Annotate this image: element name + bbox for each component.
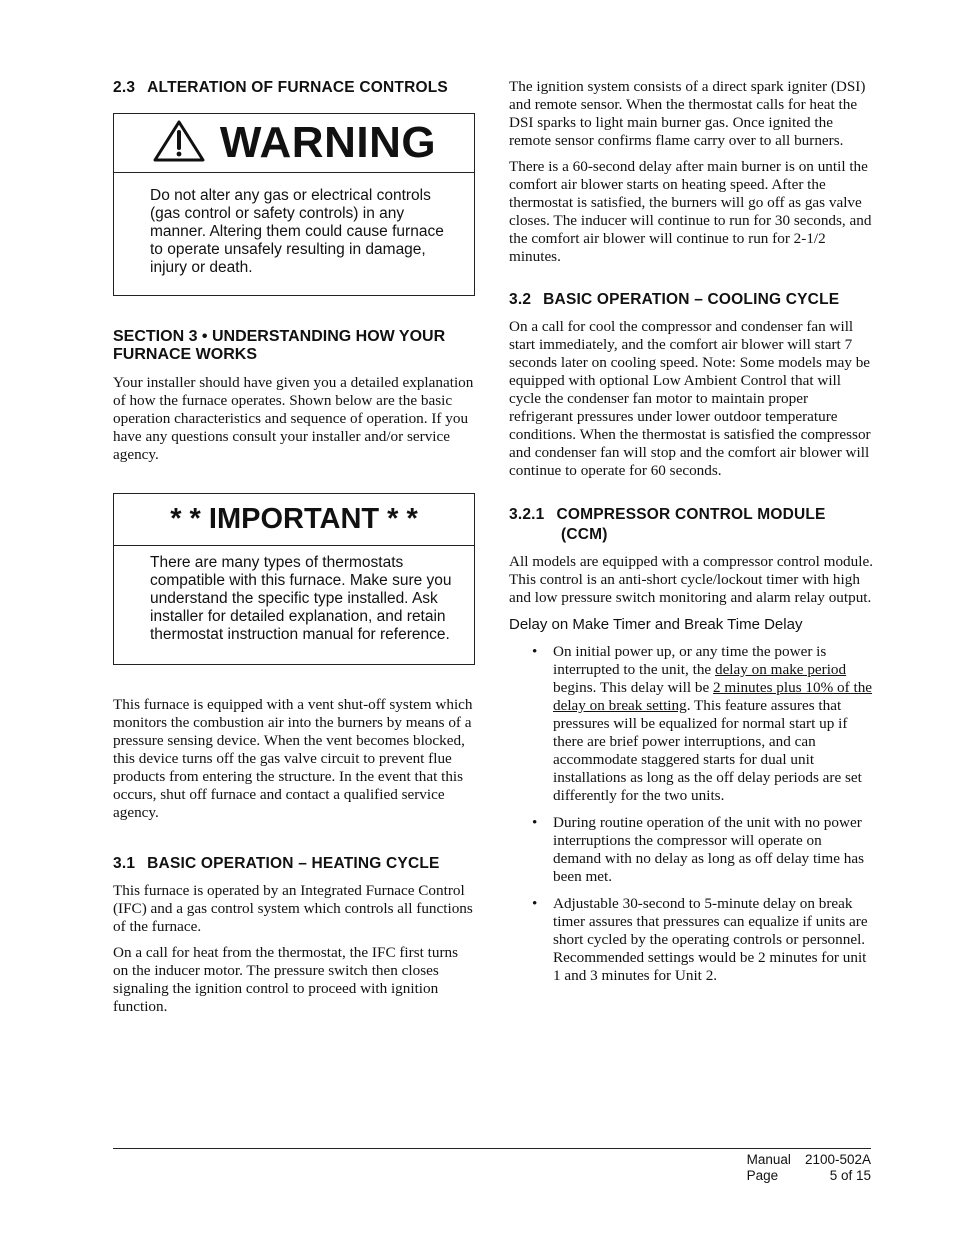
manual-number: 2100-502A — [804, 1152, 871, 1167]
list-item — [509, 814, 873, 886]
list-item — [509, 895, 873, 985]
ignition-paragraph: The ignition system consists of a direct spark igniter (DSI) and remote sensor. When the thermostat calls for heat the DSI sparks to light main burner gas. Once ignited the remote sensor confirms flame carry over to all burners. — [509, 78, 866, 149]
heading-title-line-2: (CCM) — [561, 526, 608, 543]
heading-2-3 — [113, 78, 475, 98]
important-box — [113, 493, 475, 665]
bullet-icon: • — [532, 895, 538, 912]
bullet-text: During routine operation of the unit with no power interruptions the compressor will operate on demand with no delay as long as off delay time has been met. — [553, 814, 864, 885]
bullet-text: Adjustable 30-second to 5-minute delay on break timer assures that pressures can equalize if units are short cycled by the operating controls or personnel. Recommended settings would be 2 minutes for unit 1 and 3 minutes for Unit 2. — [553, 895, 868, 984]
heating-paragraph-1: This furnace is operated by an Integrated Furnace Control (IFC) and a gas control system which controls all functions of the furnace. — [113, 882, 473, 935]
heading-title: ALTERATION OF FURNACE CONTROLS — [147, 79, 448, 96]
bullet-text: begins. This delay will be — [553, 679, 714, 696]
heading-3-1 — [113, 854, 475, 874]
heading-number: 3.2 — [509, 291, 532, 308]
manual-label: Manual — [746, 1152, 791, 1167]
page-label: Page — [746, 1168, 779, 1183]
important-title: * * IMPORTANT * * — [114, 494, 474, 546]
heading-title: BASIC OPERATION – COOLING CYCLE — [543, 291, 840, 308]
bullet-text: On initial power up, or any time the power is interrupted to the unit, the — [553, 643, 827, 678]
warning-triangle-icon — [152, 119, 206, 168]
heading-number: 2.3 — [113, 79, 136, 96]
heading-title: COMPRESSOR CONTROL MODULE — [556, 506, 826, 523]
warning-text: Do not alter any gas or electrical controls (gas control or safety controls) in any manner. Altering them could cause furnace to operate unsafely resulting in damage, injury or death. — [150, 187, 444, 276]
vent-paragraph: This furnace is equipped with a vent shut-off system which monitors the combustion air into the burners by means of a pressure sensing device. When the vent becomes blocked, this device turns off the gas valve circuit to prevent flue products from entering the structure. In the event that this occurs, shut off furnace and contact a qualified service agency. — [113, 696, 473, 821]
page-footer — [747, 1152, 871, 1184]
heading-number: 3.2.1 — [509, 506, 545, 523]
delay-subheading: Delay on Make Timer and Break Time Delay — [509, 616, 803, 633]
footer-divider — [113, 1148, 871, 1149]
warning-header — [114, 114, 474, 173]
right-column — [509, 78, 873, 994]
warning-title: WARNING — [219, 118, 437, 167]
left-column — [113, 78, 475, 1016]
delay-paragraph: There is a 60-second delay after main burner is on until the comfort air blower starts on heating speed. After the thermostat is satisfied, the burners will go off as gas valve closes. The inducer will continue to run for 30 seconds, and the comfort air blower will continue to run for 2-1/2 minutes. — [509, 158, 872, 265]
bullet-icon: • — [532, 643, 538, 660]
bullet-icon: • — [532, 814, 538, 831]
bullet-text: . This feature assures that pressures will be equalized for normal start up if there are brief power interruptions, and can accommodate staggered starts for dual unit installations as long as the off delay periods are set differently for the two units. — [553, 697, 862, 804]
heading-title: BASIC OPERATION – HEATING CYCLE — [147, 855, 440, 872]
heading-number: 3.1 — [113, 855, 136, 872]
ccm-paragraph: All models are equipped with a compressor control module. This control is an anti-short cycle/lockout timer with high and low pressure switch monitoring and alarm relay output. — [509, 553, 873, 606]
cooling-paragraph: On a call for cool the compressor and condenser fan will start immediately, and the comfort air blower will start 7 seconds later on cooling speed. Note: Some models may be equipped with optional Low Ambient Control that will cycle the condenser fan motor to maintain proper refrigerant pressures under lower outdoor temperature conditions. When the thermostat is satisfied the compressor and condenser fan will stop and the comfort air blower will continue to operate for 60 seconds. — [509, 318, 871, 479]
underlined-term: delay on make period — [714, 661, 847, 678]
section-3-heading: SECTION 3 • UNDERSTANDING HOW YOUR FURNACE WORKS — [113, 328, 446, 363]
heading-3-2-1 — [509, 505, 873, 545]
warning-box — [113, 113, 475, 296]
intro-paragraph: Your installer should have given you a detailed explanation of how the furnace operates. Shown below are the basic operation characteristics and sequence of operation. If you have any questions consult your installer and/or service agency. — [113, 374, 474, 463]
important-text: There are many types of thermostats compatible with this furnace. Make sure you understand the specific type installed. Ask installer for detailed explanation, and retain thermostat instruction manual for reference. — [150, 554, 452, 643]
page-number: 5 of 15 — [829, 1168, 871, 1183]
underlined-term: 2 minutes plus 10% of the delay on break setting — [553, 679, 873, 714]
heating-paragraph-2: On a call for heat from the thermostat, the IFC first turns on the inducer motor. The pressure switch then closes signaling the ignition control to proceed with ignition function. — [113, 944, 459, 1015]
list-item — [509, 643, 873, 805]
delay-bullet-list — [509, 643, 873, 985]
heading-3-2 — [509, 290, 873, 310]
